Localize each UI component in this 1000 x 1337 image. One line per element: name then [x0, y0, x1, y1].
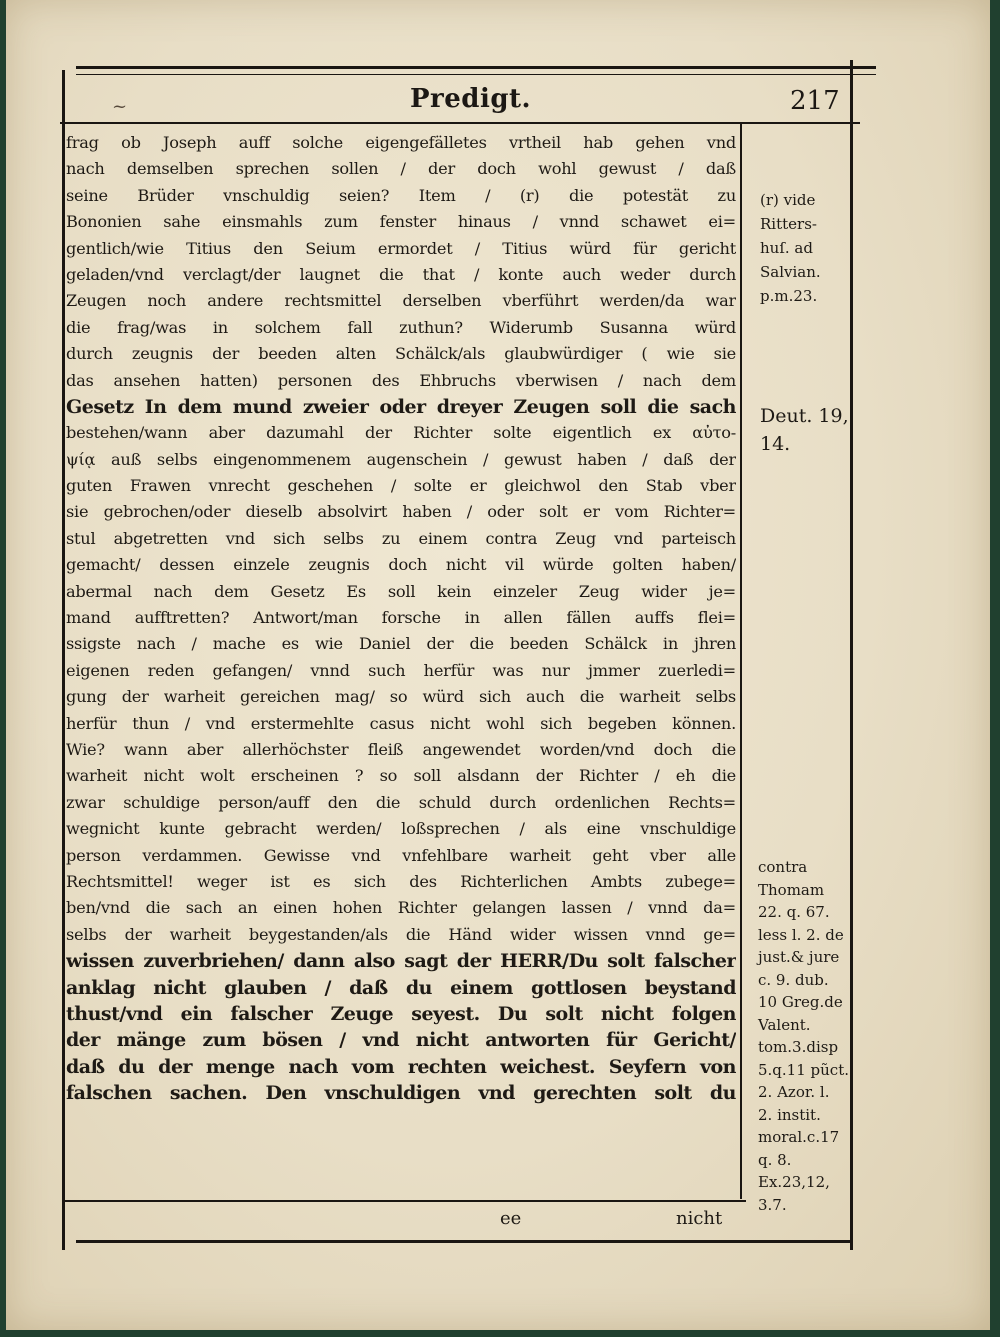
bottom-rule	[76, 1240, 852, 1243]
margin-note-line: tom.3.disp	[758, 1038, 839, 1056]
margin-note-thomas	[758, 856, 849, 1216]
text-line: daß du der menge nach vom rechten weichest. Seyfern von	[66, 1055, 736, 1078]
margin-note-deuteronomy	[760, 402, 849, 458]
text-line: wegnicht kunte gebracht werden/ loßsprechen / als eine vnschuldige	[66, 819, 736, 839]
top-rule	[76, 66, 876, 69]
text-line: Zeugen noch andere rechtsmittel derselben vberführt werden/da war	[66, 291, 736, 311]
text-line: das ansehen hatten) personen des Ehbruchs vberwisen / nach dem	[66, 370, 736, 390]
margin-note-ritterhusius	[760, 188, 821, 308]
text-line: eigenen reden gefangen/ vnnd such herfür was nur jmmer zuerledi=	[66, 660, 736, 680]
text-line: ben/vnd die sach an einen hohen Richter gelangen lassen / vnnd da=	[66, 898, 736, 918]
margin-note-line: p.m.23.	[760, 287, 818, 305]
text-line: falschen sachen. Den vnschuldigen vnd gerechten solt du	[66, 1082, 736, 1105]
text-line: herfür thun / vnd erstermehlte casus nicht wohl sich begeben können.	[66, 713, 736, 733]
text-line: wissen zuverbriehen/ dann also sagt der HERR/Du solt falscher	[66, 950, 736, 973]
text-line: sie gebrochen/oder dieselb absolvirt haben / oder solt er vom Richter=	[66, 502, 736, 522]
margin-note-line: moral.c.17	[758, 1128, 840, 1146]
column-divider-rule	[740, 124, 742, 1199]
margin-note-line: Ritters-	[760, 215, 817, 233]
text-line: selbs der warheit beygestanden/als die Händ wider wissen vnnd ge=	[66, 924, 736, 944]
margin-note-line: Ex.23,12,	[758, 1173, 830, 1191]
text-bottom-rule	[62, 1200, 746, 1202]
text-line: guten Frawen vnrecht geschehen / solte er gleichwol den Stab vber	[66, 476, 736, 496]
text-line: gemacht/ dessen einzele zeugnis doch nicht vil würde golten haben/	[66, 555, 736, 575]
text-line: stul abgetretten vnd sich selbs zu einem contra Zeug vnd parteisch	[66, 528, 736, 548]
margin-note-line: just.& jure	[758, 948, 840, 966]
text-line: zwar schuldige person/auff den die schuld durch ordenlichen Rechts=	[66, 792, 736, 812]
text-line: geladen/vnd verclagt/der laugnet die that / konte auch weder durch	[66, 264, 736, 284]
text-line: seine Brüder vnschuldig seien? Item / (r) die potestät zu	[66, 185, 736, 205]
text-line: Gesetz In dem mund zweier oder dreyer Zeugen soll die sach	[66, 395, 736, 418]
margin-note-line: 3.7.	[758, 1195, 787, 1214]
header-mark: ~	[112, 96, 128, 117]
margin-note-line: q. 8.	[758, 1150, 792, 1169]
page-number: 217	[790, 86, 840, 116]
margin-note-line: 5.q.11 pũct.	[758, 1060, 849, 1079]
text-line: nach demselben sprechen sollen / der doch wohl gewust / daß	[66, 159, 736, 179]
text-line: thust/vnd ein falscher Zeuge seyest. Du solt nicht folgen	[66, 1002, 736, 1025]
text-line: Bononien sahe einsmahls zum fenster hinaus / vnnd schawet ei=	[66, 212, 736, 232]
margin-note-line: 22. q. 67.	[758, 903, 830, 921]
margin-note-line: 14.	[760, 433, 791, 455]
left-border-rule	[62, 70, 65, 1250]
margin-note-line: contra	[758, 858, 808, 876]
text-line: bestehen/wann aber dazumahl der Richter solte eigentlich ex αὐτο-	[66, 423, 736, 443]
text-line: gentlich/wie Titius den Seium ermordet / Titius würd für gericht	[66, 238, 736, 258]
catchword: nicht	[676, 1208, 723, 1229]
margin-note-line: less l. 2. de	[758, 925, 844, 944]
margin-note-line: Valent.	[758, 1015, 811, 1034]
margin-note-line: huſ. ad	[760, 239, 813, 257]
running-title: Predigt.	[410, 84, 532, 114]
margin-note-line: (r) vide	[760, 191, 816, 209]
text-line: ψίᾳ auß selbs eingenommenem augenschein / gewust haben / daß der	[66, 449, 736, 469]
margin-note-line: 2. instit.	[758, 1105, 821, 1124]
margin-note-line: c. 9. dub.	[758, 970, 829, 989]
text-line: Rechtsmittel! weger ist es sich des Richterlichen Ambts zubege=	[66, 871, 736, 891]
text-line: warheit nicht wolt erscheinen ? so soll alsdann der Richter / eh die	[66, 766, 736, 786]
text-line: frag ob Joseph auff solche eigengefälletes vrtheil hab gehen vnd	[66, 133, 736, 152]
text-line: ssigste nach / mache es wie Daniel der die beeden Schälck in jhren	[66, 634, 736, 654]
text-line: der mänge zum bösen / vnd nicht antworten für Gericht/	[66, 1029, 736, 1052]
text-line: durch zeugnis der beeden alten Schälck/als glaubwürdiger ( wie sie	[66, 344, 736, 364]
margin-note-line: Deut. 19,	[760, 405, 849, 427]
margin-note-line: Thomam	[758, 880, 825, 899]
main-text-column	[66, 130, 736, 1106]
signature-mark: ee	[500, 1208, 522, 1229]
margin-note-line: 10 Greg.de	[758, 993, 843, 1011]
text-line: person verdammen. Gewisse vnd vnfehlbare warheit geht vber alle	[66, 845, 736, 865]
right-border-rule	[850, 60, 853, 1250]
text-line: gung der warheit gereichen mag/ so würd sich auch die warheit selbs	[66, 687, 736, 707]
text-line: die frag/was in solchem fall zuthun? Widerumb Susanna würd	[66, 317, 736, 337]
text-line: mand aufftretten? Antwort/man forsche in allen fällen auffs flei=	[66, 608, 736, 628]
text-line: anklag nicht glauben / daß du einem gottlosen beystand	[66, 976, 736, 999]
margin-note-line: 2. Azor. l.	[758, 1083, 830, 1101]
top-rule-thin	[76, 74, 876, 75]
text-line: abermal nach dem Gesetz Es soll kein einzeler Zeug wider je=	[66, 581, 736, 601]
text-line: Wie? wann aber allerhöchster fleiß angewendet worden/vnd doch die	[66, 739, 736, 759]
margin-note-line: Salvian.	[760, 263, 821, 281]
